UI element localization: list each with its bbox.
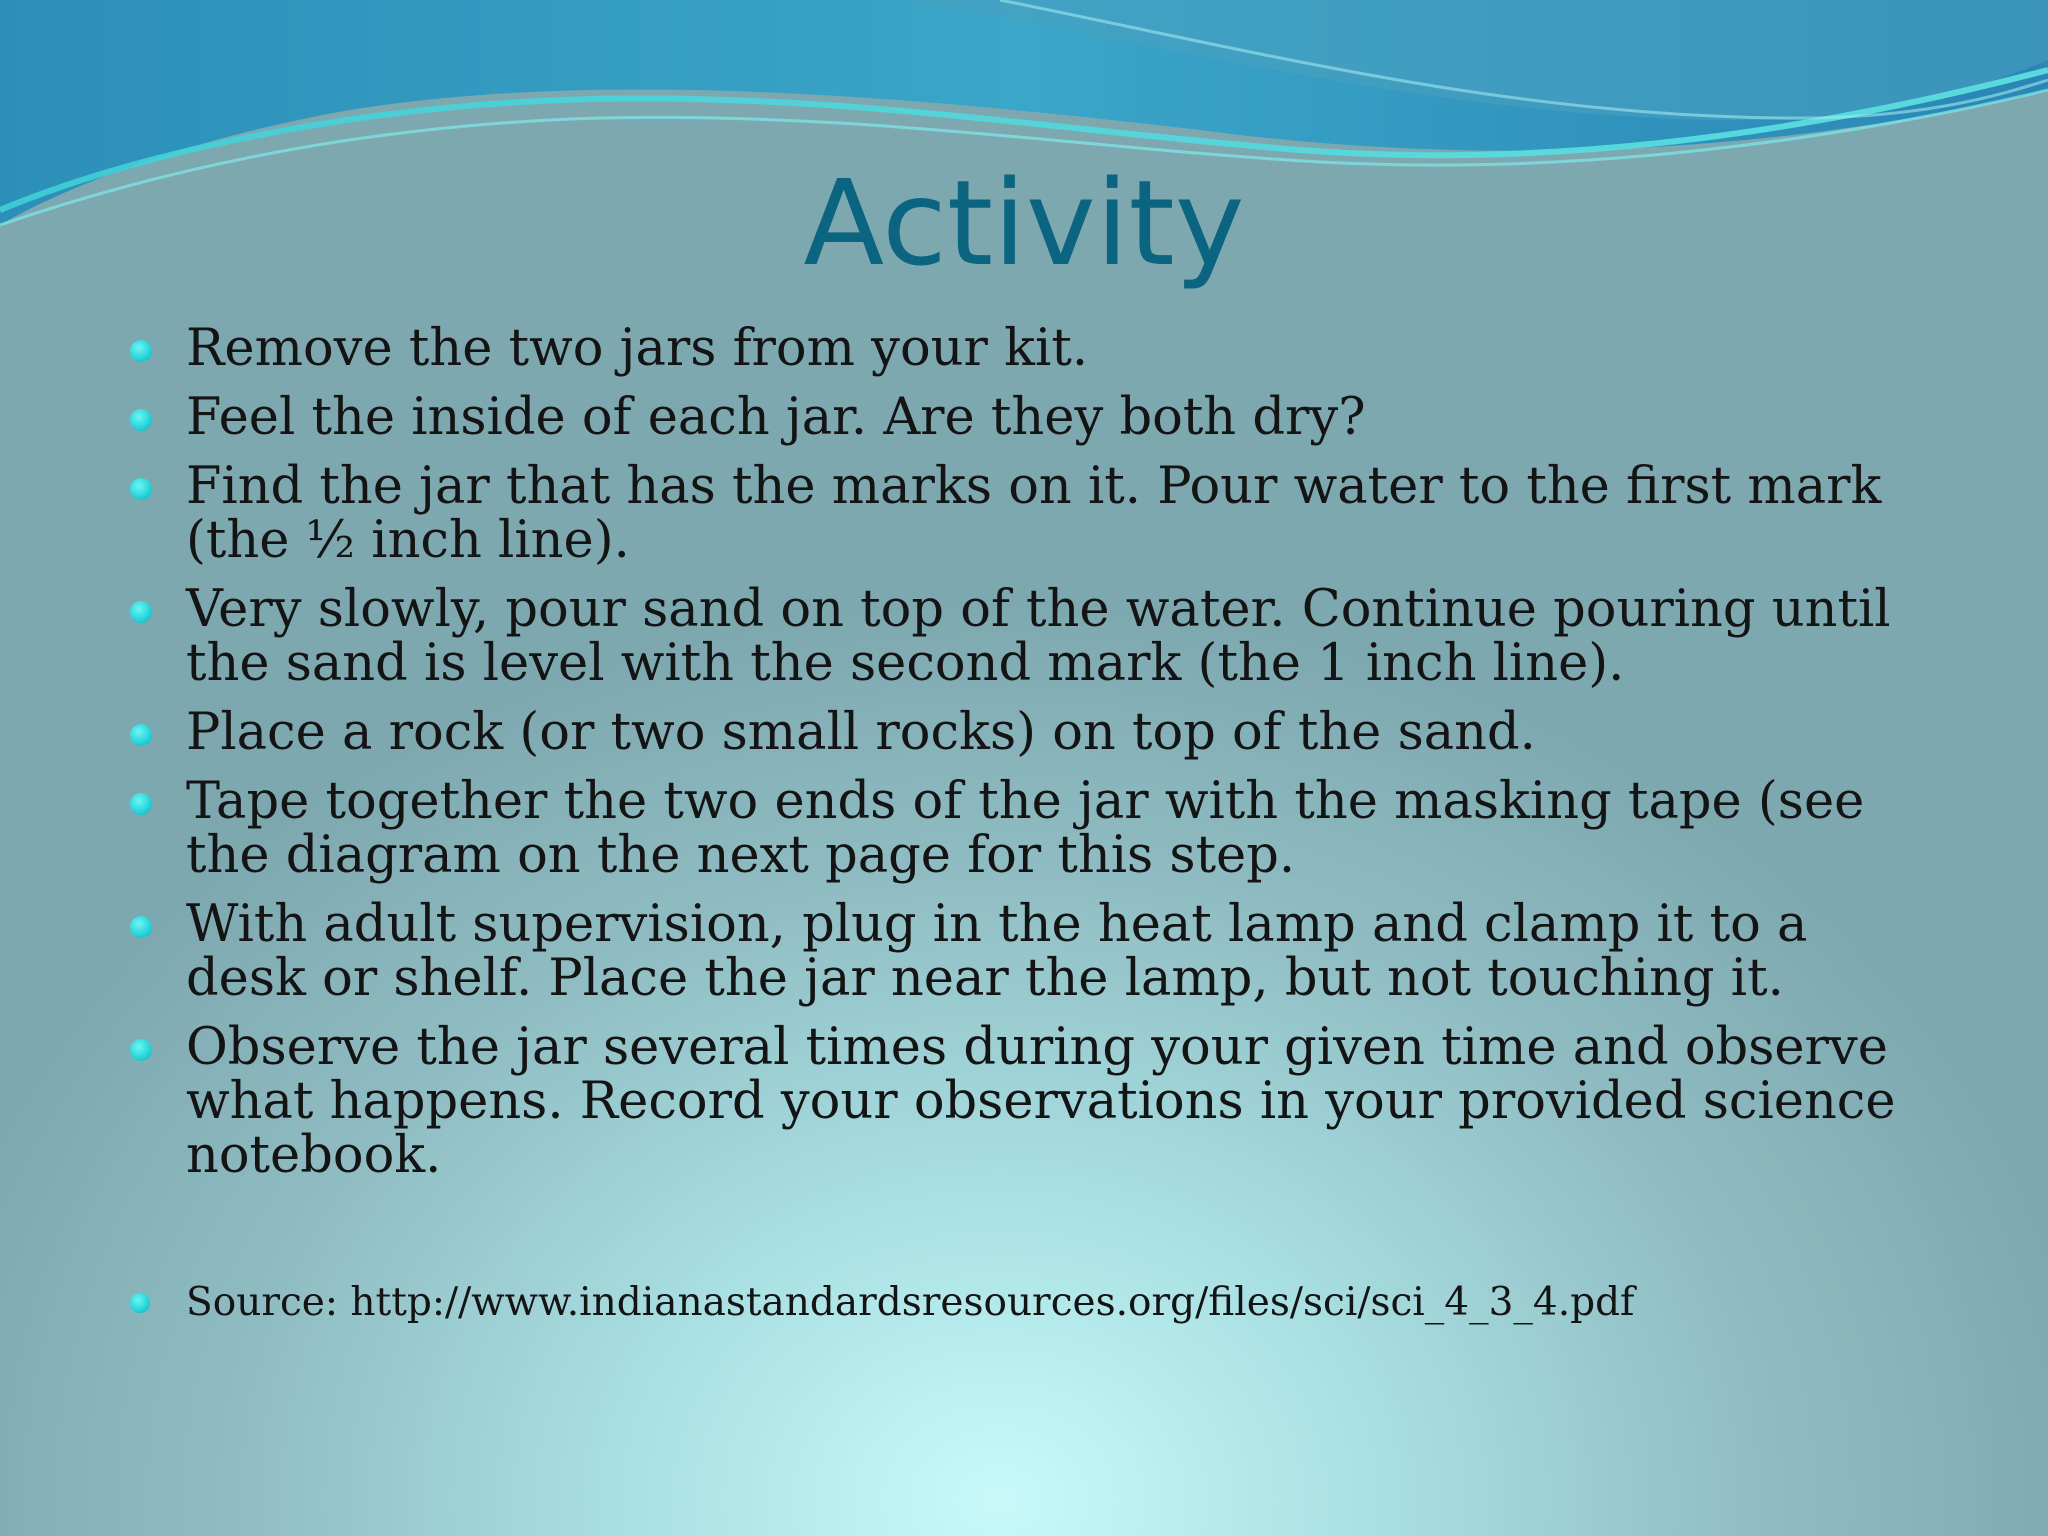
list-item-text: Find the jar that has the marks on it. Pour water to the first mark (the ½ inch line).: [186, 457, 1882, 570]
list-item: [186, 388, 1926, 447]
list-item-text: Tape together the two ends of the jar with the masking tape (see the diagram on the next page for this step.: [186, 772, 1865, 885]
source-citation: [186, 1278, 1966, 1328]
instruction-list: [0, 319, 2048, 1198]
bullet-dot-icon: [130, 724, 152, 746]
list-item-text: Very slowly, pour sand on top of the water. Continue pouring until the sand is level with the second mark (the 1 inch line).: [186, 580, 1891, 693]
list-item-text: Observe the jar several times during your given time and observe what happens. Record your observations in your provided science notebook.: [186, 1018, 1896, 1185]
bullet-dot-icon: [130, 1293, 150, 1313]
list-item: [186, 457, 1926, 570]
list-item: [186, 703, 1926, 762]
list-item: [186, 580, 1926, 693]
slide-title: Activity: [803, 154, 1245, 292]
bullet-dot-icon: [130, 793, 152, 815]
list-item-text: Feel the inside of each jar. Are they both dry?: [186, 388, 1366, 447]
list-item-text: With adult supervision, plug in the heat lamp and clamp it to a desk or shelf. Place the jar near the lamp, but not touching it.: [186, 895, 1808, 1008]
bullet-dot-icon: [130, 601, 152, 623]
bullet-dot-icon: [130, 340, 152, 362]
bullet-dot-icon: [130, 409, 152, 431]
list-item: [186, 1018, 1926, 1185]
list-item: [186, 319, 1926, 378]
list-item-text: Remove the two jars from your kit.: [186, 319, 1089, 378]
list-item: [186, 895, 1926, 1008]
list-item-text: Place a rock (or two small rocks) on top of the sand.: [186, 703, 1536, 762]
source-text: Source: http://www.indianastandardsresources.org/files/sci/sci_4_3_4.pdf: [186, 1280, 1635, 1325]
list-item: [186, 772, 1926, 885]
bullet-dot-icon: [130, 1039, 152, 1061]
bullet-dot-icon: [130, 916, 152, 938]
bullet-dot-icon: [130, 478, 152, 500]
